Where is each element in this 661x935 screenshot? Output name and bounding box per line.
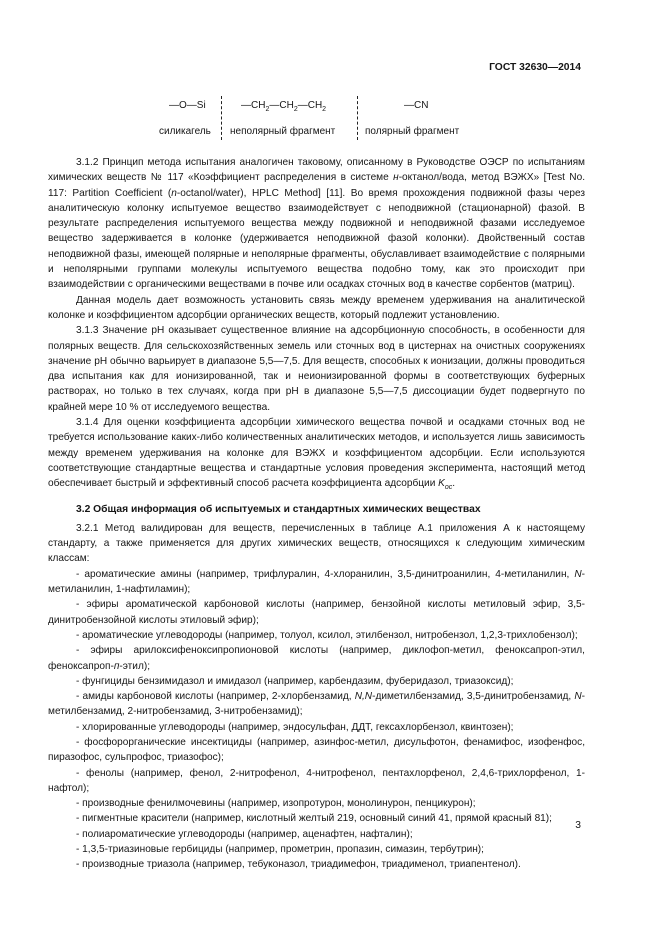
label-polar: полярный фрагмент (365, 126, 460, 137)
label-silica: силикагель (159, 126, 211, 137)
list-item: - эфиры арилоксифеноксипропионовой кислоты (например, диклофоп-метил, феноксапроп-этил, феноксапроп-п-этил); (48, 645, 585, 672)
page-number: 3 (575, 820, 581, 831)
label-nonpolar: неполярный фрагмент (230, 126, 336, 137)
list-item: - 1,3,5-триазиновые гербициды (например, прометрин, пропазин, симазин, тербутрин); (76, 844, 484, 856)
chemical-classes-list (48, 567, 585, 873)
formula-polar: —CN (404, 100, 429, 111)
list-item: - эфиры ароматической карбоновой кислоты (например, бензойной кислоты метиловый эфир, 3,5-динитробензойной кислоты этиловый эфир); (48, 599, 585, 626)
document-id: ГОСТ 32630—2014 (489, 62, 581, 73)
list-item: - хлорированные углеводороды (например, эндосульфан, ДДТ, гексахлорбензол, квинтозен); (76, 721, 514, 733)
list-item: - фенолы (например, фенол, 2-нитрофенол, 4-нитрофенол, пентахлорфенол, 2,4,6-трихлорфенол, 1-нафтол); (48, 767, 585, 794)
document-body (48, 155, 585, 873)
list-item: - фунгициды бензимидазол и имидазол (например, карбендазим, фуберидазол, триазоксид); (76, 675, 514, 687)
fragment-divider (357, 96, 358, 140)
formula-silica: —O—Si (169, 100, 206, 111)
list-item: - фосфорорганические инсектициды (например, азинфос-метил, дисульфотон, фенамифос, изофенфос, пиразофос, сульпрофос, триазофос); (48, 736, 585, 764)
paragraph-3-1-4: 3.1.4 Для оценки коэффициента адсорбции химического вещества почвой и осадками сточных вод не требуется использование каких-либо количественных аналитических методов, и используется лишь зависимость между временем удерживания на колонке для ВЭЖХ и коэффициентом адсорбции. Если используются соответствующие стандартные вещества и стандартные условия проведения эксперимента, настоящий метод обеспечивает быстрый и эффективный способ расчета коэффициента адсорбции $K_{oc}$. (48, 417, 585, 492)
list-item: - ароматические углеводороды (например, толуол, ксилол, этилбензол, нитробензол, 1,2,3-трихлобензол); (76, 629, 578, 641)
list-item: - производные триазола (например, тебуконазол, триадимефон, триадименол, триапентенол). (76, 859, 521, 871)
list-item: - полиароматические углеводороды (например, аценафтен, нафталин); (76, 828, 413, 840)
section-heading-3-2: 3.2 Общая информация об испытуемых и стандартных химических веществах (76, 503, 481, 515)
list-item: - пигментные красители (например, кислотный желтый 219, основный синий 41, прямой красный 81); (76, 813, 552, 825)
paragraph-model: Данная модель дает возможность установить связь между временем удерживания на аналитической колонке и коэффициентом адсорбции органических веществ, который подлежит установлению. (48, 294, 585, 321)
list-item: - производные фенилмочевины (например, изопротурон, монолинурон, пенцикурон); (76, 798, 476, 810)
paragraph-3-2-1: 3.2.1 Метод валидирован для веществ, перечисленных в таблице А.1 приложения А к настоящему стандарту, а также применяется для других химических веществ, относящихся к следующим химическим классам: (48, 522, 585, 565)
fragment-divider (221, 96, 222, 140)
paragraph-3-1-2: 3.1.2 Принцип метода испытания аналогичен таковому, описанному в Руководстве ОЭСР по испытаниям химических веществ № 117 «Коэффициент распределения в системе н-октанол/вода, метод ВЭЖХ» [Test No. 117: Partition Coefficient (n-octanol/water), HPLC Method] [11]. Во время прохождения подвижной фазы через аналитическую колонку испытуемое вещество взаимодействует с неподвижной (стационарной) фазой. В результате распределения испытуемого вещества между подвижной и неподвижной фазами исследуемое вещество задерживается в колонке (удерживается неподвижной фазой колонки). Двойственный состав неподвижной фазы, имеющей полярные и неполярные фрагменты, обуславливает взаимодействие с полярными и неполярными группами молекулы испытуемого вещества подобно тому, как это происходит при взаимодействии с органическими веществами в почве или осадках сточных вод в качестве сорбентов (матриц). (48, 157, 586, 291)
list-item: - амиды карбоновой кислоты (например, 2-хлорбензамид, N,N-диметилбензамид, 3,5-динитробензамид, N-метилбензамид, 2-нитробензамид, 3-нитробензамид); (48, 691, 585, 718)
formula-nonpolar: $—CH_2—CH_2—CH_2$ (241, 100, 327, 113)
stationary-phase-diagram (0, 96, 661, 146)
paragraph-3-1-3: 3.1.3 Значение pH оказывает существенное влияние на адсорбционную способность, в особенности для полярных веществ. Для сельскохозяйственных земель или сточных вод в цистернах на очистных сооружениях значение pH обычно варьирует в диапазоне 5,5—7,5. Для веществ, способных к ионизации, должны проводиться два испытания как для ионизированной, так и неионизированной формы в соответствующих буферных растворах, но только в тех случаях, когда при pH в диапазоне 5,5—7,5 диссоциации будет подвергнуто по крайней мере 10 % от исследуемого вещества. (48, 325, 585, 413)
list-item: - ароматические амины (например, трифлуралин, 4-хлоранилин, 3,5-динитроанилин, 4-метиланилин, N-метиланилин, 1-нафтиламин); (48, 568, 585, 596)
